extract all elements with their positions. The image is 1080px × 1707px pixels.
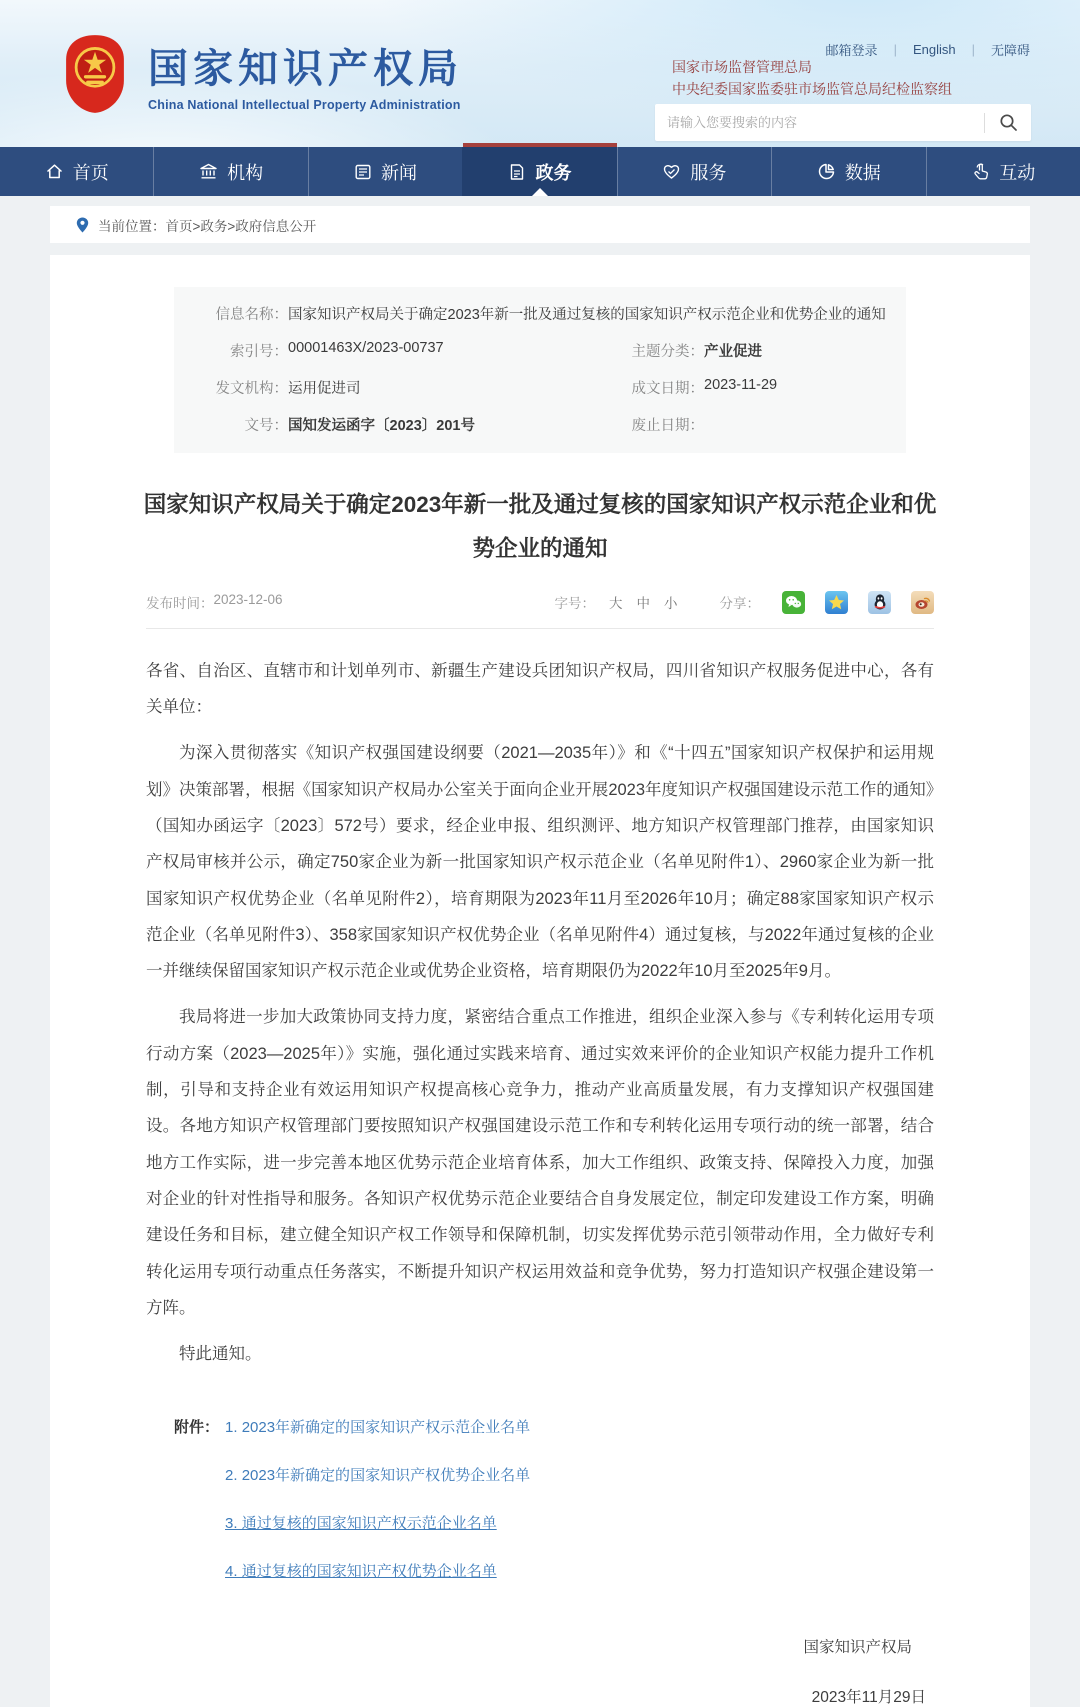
font-size-small-button[interactable]: 小 [664, 596, 678, 612]
publish-time-label: 发布时间： [146, 596, 214, 612]
nav-item-interact[interactable] [926, 147, 1080, 196]
wechat-share-icon[interactable] [782, 591, 805, 614]
breadcrumb [50, 206, 1030, 243]
doc-number-label: 文号： [244, 418, 288, 434]
share-controls [720, 591, 935, 614]
issuing-agency-label: 发文机构： [215, 381, 288, 397]
issue-date-label: 成文日期： [631, 381, 704, 397]
issue-date-value: 2023-11-29 [704, 377, 778, 393]
search-icon [999, 113, 1018, 132]
mail-login-link[interactable]: 邮箱登录 [825, 43, 878, 58]
divider: | [971, 42, 975, 57]
site-title: 国家知识产权局 [148, 46, 463, 91]
topic-category-label: 主题分类： [631, 344, 704, 360]
nav-label: 数据 [844, 162, 881, 183]
discipline-inspection-link[interactable]: 中央纪委国家监委驻市场监管总局纪检监察组 [672, 80, 952, 97]
nav-label: 机构 [227, 162, 264, 183]
article-body [146, 653, 934, 1373]
document-info-table [174, 287, 906, 453]
repeal-date-label: 废止日期： [631, 418, 704, 434]
data-icon [817, 162, 836, 181]
body-paragraph: 为深入贯彻落实《知识产权强国建设纲要（2021—2035年）》和《“十四五”国家知识产权保护和运用规划》决策部署，根据《国家知识产权局办公室关于面向企业开展2023年度知识产权强国建设示范工作的通知》（国知办函运字〔2023〕572号）要求，经企业申报、组织测评、地方知识产权管理部门推荐，由国家知识产权局审核并公示，确定750家企业为新一批国家知识产权示范企业（名单见附件1）、2960家企业为新一批国家知识产权优势企业（名单见附件2），培育期限为2023年11月至2026年10月；确定88家国家知识产权示范企业（名单见附件3）、358家国家知识产权优势企业（名单见附件4）通过复核，与2022年通过复核的企业一并继续保留国家知识产权示范企业或优势企业资格，培育期限仍为2022年10月至2025年9月。 [146, 744, 934, 981]
site-logo[interactable] [58, 34, 463, 114]
index-number-label: 索引号： [230, 344, 288, 360]
nav-label: 首页 [72, 162, 109, 183]
font-size-medium-button[interactable]: 中 [636, 596, 650, 612]
institution-icon [199, 162, 218, 181]
table-row [174, 295, 906, 332]
doc-number-value: 国知发运函字〔2023〕201号 [288, 418, 475, 434]
main-content [50, 255, 1030, 1707]
accessibility-link[interactable]: 无障碍 [990, 43, 1030, 58]
issuing-agency-value: 运用促进司 [288, 381, 361, 397]
page-title: 国家知识产权局关于确定2023年新一批及通过复核的国家知识产权示范企业和优势企业的通知 [143, 492, 937, 561]
gov-affairs-icon [508, 163, 526, 181]
attachments-label: 附件： [174, 1419, 220, 1437]
topic-category-value: 产业促进 [704, 344, 762, 360]
font-size-large-button[interactable]: 大 [609, 596, 623, 612]
nav-label: 新闻 [381, 162, 418, 183]
table-row [174, 406, 906, 443]
nav-item-home[interactable] [0, 147, 153, 196]
nav-item-gov-affairs[interactable] [462, 147, 616, 196]
home-icon [45, 162, 64, 181]
search-button[interactable] [985, 104, 1031, 141]
location-pin-icon [76, 217, 89, 233]
qq-share-icon[interactable] [868, 591, 891, 614]
nav-label: 互动 [999, 162, 1036, 183]
publish-time-value: 2023-12-06 [213, 592, 283, 608]
nav-item-data[interactable] [771, 147, 925, 196]
nav-item-service[interactable] [617, 147, 771, 196]
nav-label: 政务 [535, 162, 572, 183]
search-bar [655, 104, 1031, 141]
attachment-link-1[interactable]: 1. 2023年新确定的国家知识产权示范企业名单 [225, 1419, 531, 1437]
nav-item-institution[interactable] [153, 147, 307, 196]
attachment-link-2[interactable]: 2. 2023年新确定的国家知识产权优势企业名单 [225, 1467, 531, 1485]
service-icon [662, 162, 681, 181]
salutation-paragraph: 各省、自治区、直辖市和计划单列市、新疆生产建设兵团知识产权局，四川省知识产权服务促进中心，各有关单位： [146, 661, 934, 717]
info-name-label: 信息名称： [215, 307, 288, 323]
attachment-link-3[interactable]: 3. 通过复核的国家知识产权示范企业名单 [225, 1515, 497, 1533]
body-paragraph: 我局将进一步加大政策协同支持力度，紧密结合重点工作推进，组织企业深入参与《专利转化运用专项行动方案（2023—2025年）》实施，强化通过实践来培育、通过实效来评价的企业知识产权能力提升工作机制，引导和支持企业有效运用知识产权提高核心竞争力，推动产业高质量发展，有力支撑知识产权强国建设。各地方知识产权管理部门要按照知识产权强国建设示范工作和专利转化运用专项行动的统一部署，结合地方工作实际，进一步完善本地区优势示范企业培育体系，加大工作组织、政策支持、保障投入力度，加强对企业的针对性指导和服务。各知识产权优势示范企业要结合自身发展定位，制定印发建设工作方案，明确建设任务和目标，建立健全知识产权工作领导和保障机制，切实发挥优势示范引领带动作用，全力做好专利转化运用专项行动重点任务落实，不断提升知识产权运用效益和竞争优势，努力打造知识产权强企建设第一方阵。 [146, 1008, 934, 1317]
site-header [0, 0, 1080, 147]
share-label: 分享： [719, 596, 760, 612]
attachment-link-4[interactable]: 4. 通过复核的国家知识产权优势企业名单 [225, 1563, 497, 1581]
english-link[interactable]: English [912, 42, 956, 57]
font-size-control [555, 592, 678, 612]
table-row [174, 369, 906, 406]
table-row [174, 332, 906, 369]
national-emblem-icon [58, 34, 132, 114]
samr-link[interactable]: 国家市场监督管理总局 [672, 59, 812, 75]
nav-item-news[interactable] [308, 147, 462, 196]
search-input[interactable] [655, 104, 984, 141]
breadcrumb-path[interactable]: 首页>政务>政府信息公开 [165, 218, 317, 234]
signature-date: 2023年11月29日 [811, 1689, 926, 1707]
breadcrumb-label: 当前位置： [98, 218, 166, 234]
nav-label: 服务 [690, 162, 727, 183]
attachments-section [146, 1416, 934, 1581]
qzone-share-icon[interactable] [825, 591, 848, 614]
related-agency-links [672, 57, 952, 100]
font-size-label: 字号： [554, 596, 595, 612]
index-number-value: 00001463X/2023-00737 [288, 340, 444, 356]
weibo-share-icon[interactable] [911, 591, 934, 614]
signature-agency: 国家知识产权局 [803, 1639, 912, 1657]
news-icon [354, 163, 372, 181]
divider: | [893, 42, 897, 57]
interact-icon [971, 162, 990, 181]
closing-paragraph: 特此通知。 [179, 1345, 262, 1364]
main-nav [0, 147, 1080, 196]
article-meta-row [146, 591, 934, 629]
site-subtitle: China National Intellectual Property Administration [148, 97, 461, 112]
info-name-value: 国家知识产权局关于确定2023年新一批及通过复核的国家知识产权示范企业和优势企业的通知 [288, 307, 886, 323]
